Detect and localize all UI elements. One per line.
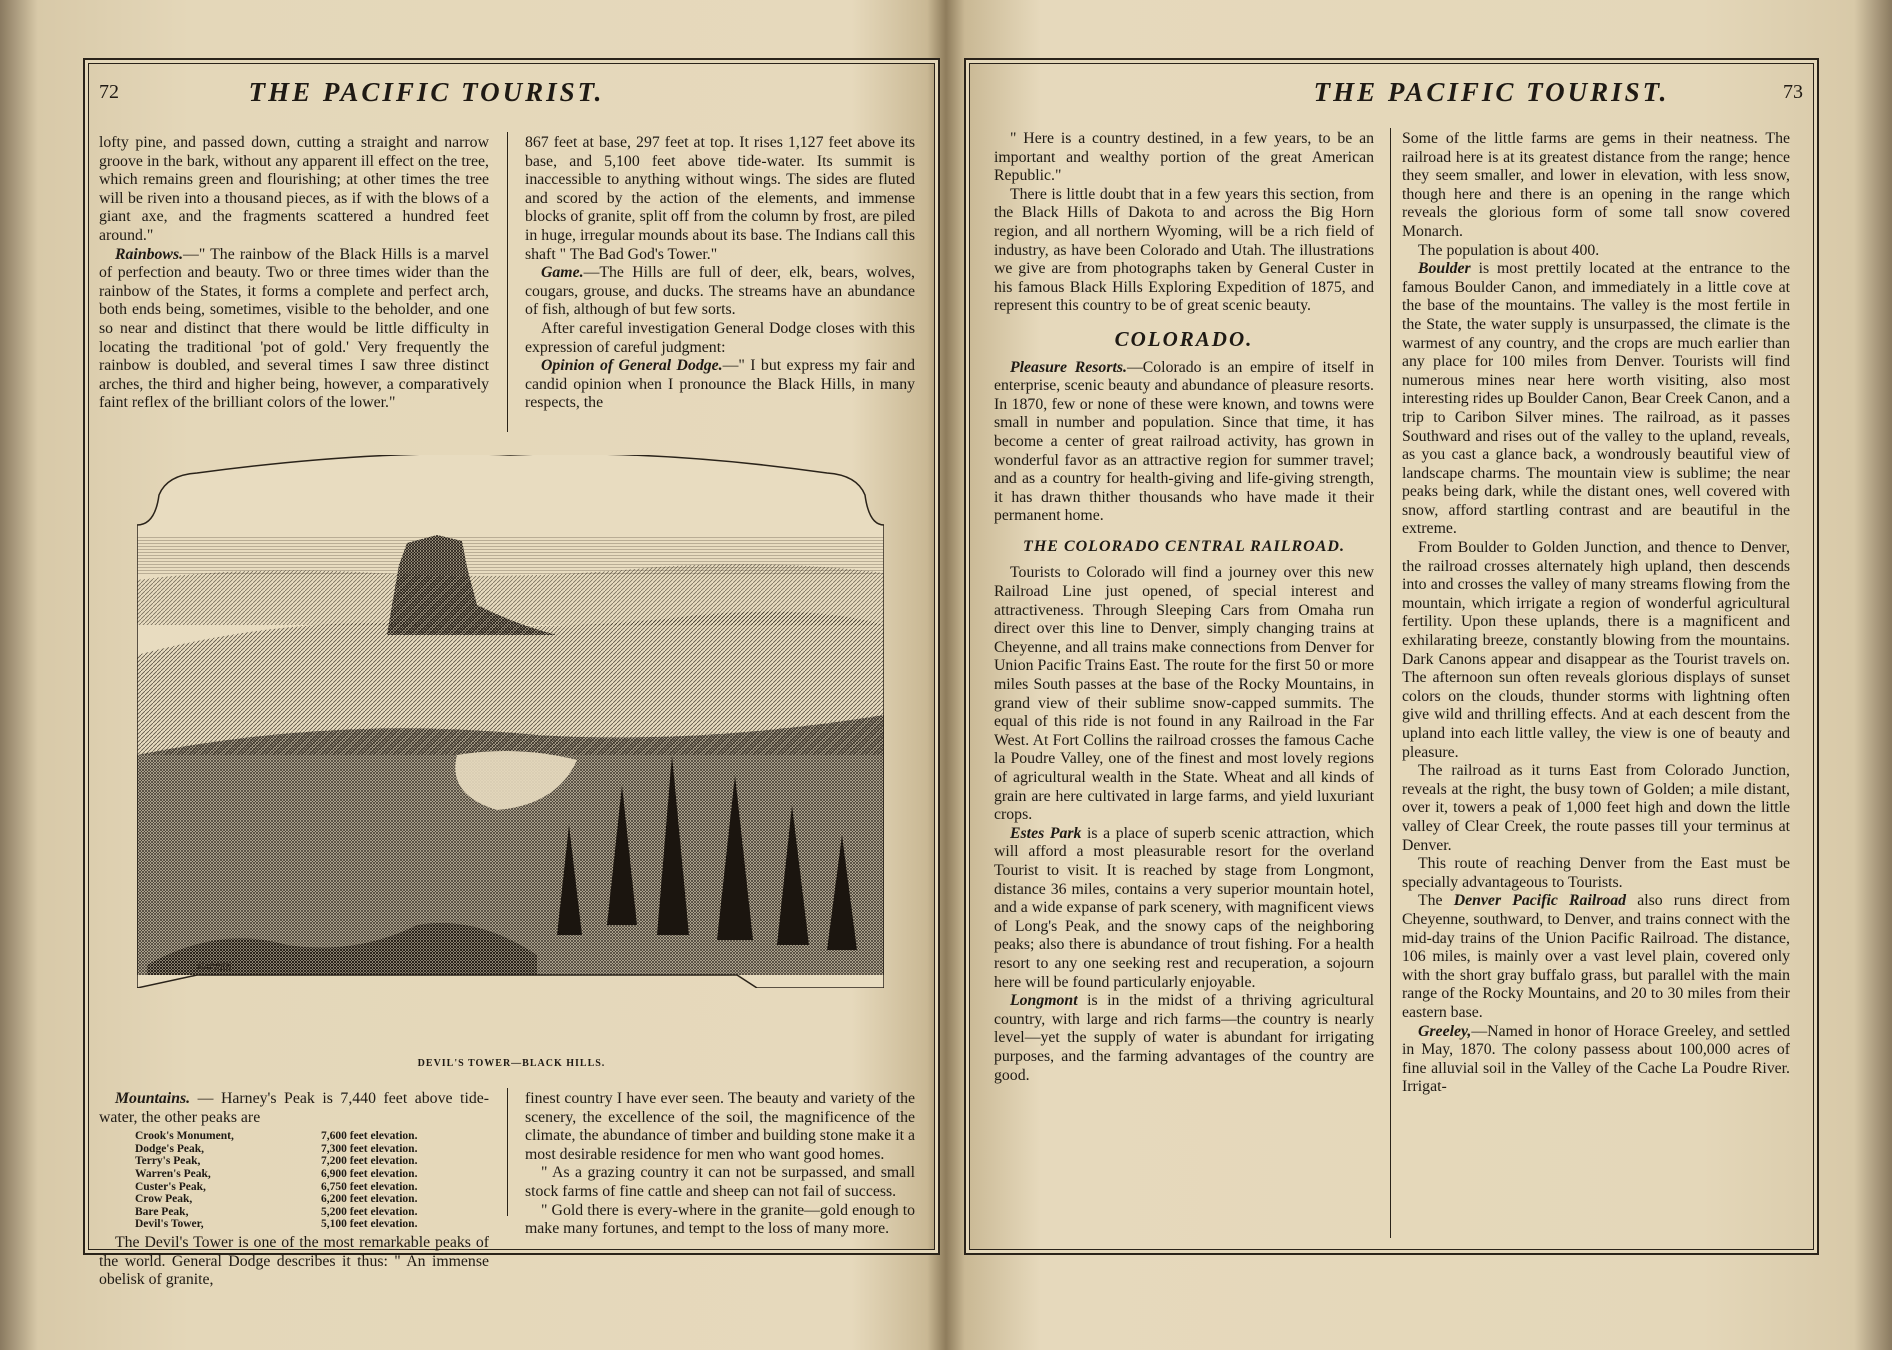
left-page-header — [99, 74, 924, 110]
paragraph-lead: Mountains. — [115, 1090, 191, 1107]
left-column-1-top — [99, 134, 489, 413]
illustration-caption: DEVIL'S TOWER—BLACK HILLS. — [417, 1058, 606, 1069]
peak-elevation: 6,200 feet elevation. — [321, 1193, 418, 1206]
paragraph: This route of reaching Denver from the East must be specially advantageous to Tourists. — [1402, 855, 1790, 891]
paragraph-lead: Greeley, — [1418, 1022, 1472, 1040]
table-row — [135, 1218, 427, 1231]
peak-name: Custer's Peak, — [135, 1180, 206, 1193]
paragraph: Some of the little farms are gems in their neatness. The railroad here is at its greatest distance from the range; hence they seem smaller, and lower in elevation, with less snow, though here and there is an opening in the range which reveals the glorious form of some tall snow covered Monarch. — [1402, 130, 1790, 240]
paragraph-text: —" I but express my fair and candid opinion when I pronounce the Black Hills, in many respects, the — [525, 357, 915, 412]
peak-name: Bare Peak, — [135, 1205, 189, 1218]
peak-name: Crow Peak, — [135, 1193, 193, 1206]
paragraph: The railroad as it turns East from Colorado Junction, reveals at the right, the busy town of Golden; a mile distant, over it, towers a peak of 1,000 feet high and down the little valley of Clear Creek, the route passes till your terminus at Denver. — [1402, 762, 1790, 854]
paragraph: The Devil's Tower is one of the most remarkable peaks of the world. General Dodge describes it thus: " An immense obelisk of granite, — [99, 1233, 489, 1289]
right-page-header — [980, 74, 1803, 110]
paragraph-greeley — [1402, 1023, 1790, 1097]
paragraph: After careful investigation General Dodge closes with this expression of careful judgment: — [525, 319, 915, 356]
table-row — [135, 1181, 427, 1194]
peak-elevation: 5,200 feet elevation. — [321, 1205, 418, 1218]
paragraph-text: — Harney's Peak is 7,440 feet above tide-water, the other peaks are — [99, 1090, 489, 1126]
paragraph-lead: Opinion of General Dodge. — [541, 357, 723, 375]
peak-elevation: 7,200 feet elevation. — [321, 1155, 418, 1168]
paragraph-lead: Longmont — [1010, 992, 1078, 1010]
paragraph: Tourists to Colorado will find a journey over this new Railroad Line just opened, of special interest and attractiveness. Through Sleeping Cars from Omaha run direct over this line to Denver, simply changing trains at Cheyenne, and all trains make connections from Denver for Union Pacific Trains East. The route for the first 50 or more miles South passes at the base of the Rocky Mountains, in grand view of their sublime snow-capped summits. The equal of this ride is not found in any Railroad in the Far West. At Fort Collins the railroad crosses the famous Cache la Poudre Valley, one of the finest and most lovely regions of agricultural wealth in the State. Wheat and all kinds of grain are here cultivated in large farms, and yield luxuriant crops. — [994, 564, 1374, 824]
column-divider — [1390, 128, 1391, 1238]
paragraph-text: —Named in honor of Horace Greeley, and settled in May, 1870. The colony passess about 100,000 acres of fine alluvial soil in the Valley of the Cache La Poudre River. Irrigat- — [1402, 1022, 1790, 1096]
paragraph: From Boulder to Golden Junction, and thence to Denver, the railroad crosses alternately high upland, then descends into and crosses the valley of many streams flowing from the mountain, which irrigate a region of wonderful agricultural fertility. Upon these uplands, there is a magnificent and exhilarating breeze, constantly blowing from the mountains. Dark Canons appear and disappear as the Tourist travels on. The afternoon sun often reveals glorious displays of sunset colors on the clouds, thunder storms with lightning often give wild and thrilling effects. And at each descent from the upland into each little valley, the view is one of beauty and pleasure. — [1402, 539, 1790, 761]
peak-elevation: 7,300 feet elevation. — [321, 1142, 418, 1155]
page-number: 72 — [99, 80, 119, 103]
paragraph-text: is in the midst of a thriving agricultural country, with large and rich farms—the country is nearly level—yet the supply of water is abundant for irrigating purposes, and the farming advantages of the country are good. — [994, 992, 1374, 1084]
paragraph-pleasure-resorts — [994, 359, 1374, 526]
left-column-2-bottom — [525, 1090, 915, 1239]
peak-elevation: 5,100 feet elevation. — [321, 1218, 418, 1231]
table-row — [135, 1130, 427, 1143]
paragraph-text: is most prettily located at the entrance to the famous Boulder Canon, and immediately in a little cove at the base of the mountains. The valley is the most fertile in the State, the water supply is unsurpassed, the climate is the warmest of any country, and the crops are much earlier than any place for 100 miles from Denver. Tourists will find numerous mines near here worth visiting, also most interesting rides up Boulder Canon, Bear Creek Canon, and a trip to Caribon Silver mines. The railroad, as it passes Southward and rises out of the valley to the upland, reveals, as you cast a glance back, a wondrously beautiful view of landscape charms. The mountain view is sublime; the near peaks being dark, while the distant ones, well covered with snow, afford startling contrast and are beautiful in the extreme. — [1402, 260, 1790, 538]
paragraph-lead: Game. — [541, 264, 584, 282]
page-number: 73 — [1783, 80, 1803, 103]
section-title: COLORADO. — [1114, 326, 1254, 351]
paragraph-lead: Estes Park — [1010, 824, 1082, 842]
paragraph-lead: Boulder — [1418, 260, 1471, 278]
paragraph-lead: Denver Pacific Railroad — [1453, 892, 1627, 910]
column-divider — [507, 1088, 508, 1216]
paragraph-mountains — [99, 1090, 489, 1127]
peak-name: Devil's Tower, — [135, 1218, 204, 1231]
paragraph: finest country I have ever seen. The beauty and variety of the scenery, the excellence of the soil, the magnificence of the climate, the abundance of timber and building stone make it a most desirable residence for men who want good homes. — [525, 1090, 915, 1163]
left-column-2-top — [525, 134, 915, 413]
paragraph: There is little doubt that in a few years this section, from the Black Hills of Dakota to and across the Big Horn region, and all northern Wyoming, will be a rich field of industry, as have been Colorado and Utah. The illustrations we give are from photographs taken by General Custer in his famous Black Hills Exploring Expedition of 1875, and represent this country to be of great scenic beauty. — [994, 185, 1374, 315]
engraver-signature: HARREN — [197, 962, 232, 972]
subsection-title: THE COLORADO CENTRAL RAILROAD. — [1023, 537, 1345, 555]
paragraph-boulder — [1402, 260, 1790, 539]
paragraph-text: —The Hills are full of deer, elk, bears, wolves, cougars, grouse, and ducks. The streams have an abundance of fish, although of but few sorts. — [525, 264, 915, 319]
column-divider — [507, 132, 508, 432]
paragraph: " Here is a country destined, in a few years, to be an important and wealthy portion of the great American Republic." — [994, 130, 1374, 185]
running-head: THE PACIFIC TOURIST. — [248, 76, 605, 107]
table-row — [135, 1143, 427, 1156]
paragraph-game — [525, 264, 915, 320]
paragraph-text: is a place of superb scenic attraction, which will afford a most pleasurable resort for the overland Tourist to visit. It is reached by stage from Longmont, distance 36 miles, contains a very superior mountain hotel, and a wide expanse of park scenery, with magnificent views of Long's Peak, and the snowy caps of the neighboring peaks; also there is abundance of trout fishing. For a health resort to any one seeking rest and recuperation, a sojourn here will be found particularly enjoyable. — [994, 824, 1374, 991]
paragraph: 867 feet at base, 297 feet at top. It rises 1,127 feet above its base, and 5,100 feet above tide-water. Its summit is inaccessible to anything without wings. The sides are fluted and scored by the action of the elements, and immense blocks of granite, split off from the column by frost, are piled in huge, irregular mounds about its base. The Indians call this shaft " The Bad God's Tower." — [525, 134, 915, 263]
paragraph-lead: Rainbows. — [115, 245, 184, 263]
table-row — [135, 1168, 427, 1181]
right-column-2 — [1402, 130, 1790, 1097]
table-row — [135, 1206, 427, 1219]
right-column-1 — [994, 130, 1374, 1085]
paragraph-estes-park — [994, 825, 1374, 992]
paragraph-text: —" The rainbow of the Black Hills is a marvel of perfection and beauty. Two or three times wider than the rainbow of the States, it forms a complete and perfect arch, both ends being, sometimes, visible to the beholder, and one so near and distinct that there would be little difficulty in locating the traditional 'pot of gold.' Very frequently the rainbow is doubled, and several times I saw three distinct arches, the third and higher being, however, a comparatively faint reflex of the brilliant colors of the lower." — [99, 245, 489, 412]
peak-name: Terry's Peak, — [135, 1155, 201, 1168]
table-row — [135, 1155, 427, 1168]
peak-elevation: 6,900 feet elevation. — [321, 1167, 418, 1180]
paragraph-lead: Pleasure Resorts. — [1010, 358, 1127, 376]
peak-name: Dodge's Peak, — [135, 1142, 204, 1155]
paragraph: " Gold there is every-where in the granite—gold enough to make many fortunes, and tempt to the loss of many more. — [525, 1201, 915, 1238]
peak-elevation-table — [135, 1130, 427, 1231]
left-page — [83, 58, 940, 1289]
table-row — [135, 1193, 427, 1206]
paragraph: " As a grazing country it can not be surpassed, and small stock farms of fine cattle and sheep can not fail of success. — [525, 1164, 915, 1200]
paragraph: The population is about 400. — [1418, 241, 1600, 259]
paragraph-denver-pacific — [1402, 892, 1790, 1022]
paragraph: lofty pine, and passed down, cutting a straight and narrow groove in the bark, without any apparent ill effect on the tree, which remains green and flourishing; at other times the tree will be riven into a thousand pieces, as if with the blows of a giant axe, and the fragments scattered a hundred feet around." — [99, 134, 489, 244]
peak-elevation: 6,750 feet elevation. — [321, 1180, 418, 1193]
paragraph-longmont — [994, 992, 1374, 1085]
devils-tower-engraving — [137, 455, 884, 988]
peak-elevation: 7,600 feet elevation. — [321, 1130, 418, 1143]
peak-name: Crook's Monument, — [135, 1130, 234, 1143]
right-page — [964, 58, 1819, 1255]
paragraph-opinion — [525, 357, 915, 413]
paragraph-rainbows — [99, 246, 489, 413]
paragraph-text: —Colorado is an empire of itself in enterprise, scenic beauty and abundance of pleasure resorts. In 1870, few or none of these were known, and towns were small in number and population. Since that time, it has become a center of great railroad activity, has grown in wonderful favor as an attractive region for summer travel; and as a country for health-giving and life-giving strength, it has drawn thither thousands who have made it their permanent home. — [994, 358, 1374, 525]
running-head: THE PACIFIC TOURIST. — [1313, 76, 1670, 107]
paragraph-text: also runs direct from Cheyenne, southward, to Denver, and trains connect with the mid-day trains of the Union Pacific Railroad. The distance, 106 miles, is mainly over a vast level plain, covered only with the short gray buffalo grass, but parallel with the main range of the Rocky Mountains, and 20 to 30 miles from their eastern base. — [1402, 892, 1790, 1021]
left-column-1-bottom — [99, 1090, 489, 1290]
paragraph-text: The — [1418, 892, 1454, 910]
peak-name: Warren's Peak, — [135, 1167, 211, 1180]
